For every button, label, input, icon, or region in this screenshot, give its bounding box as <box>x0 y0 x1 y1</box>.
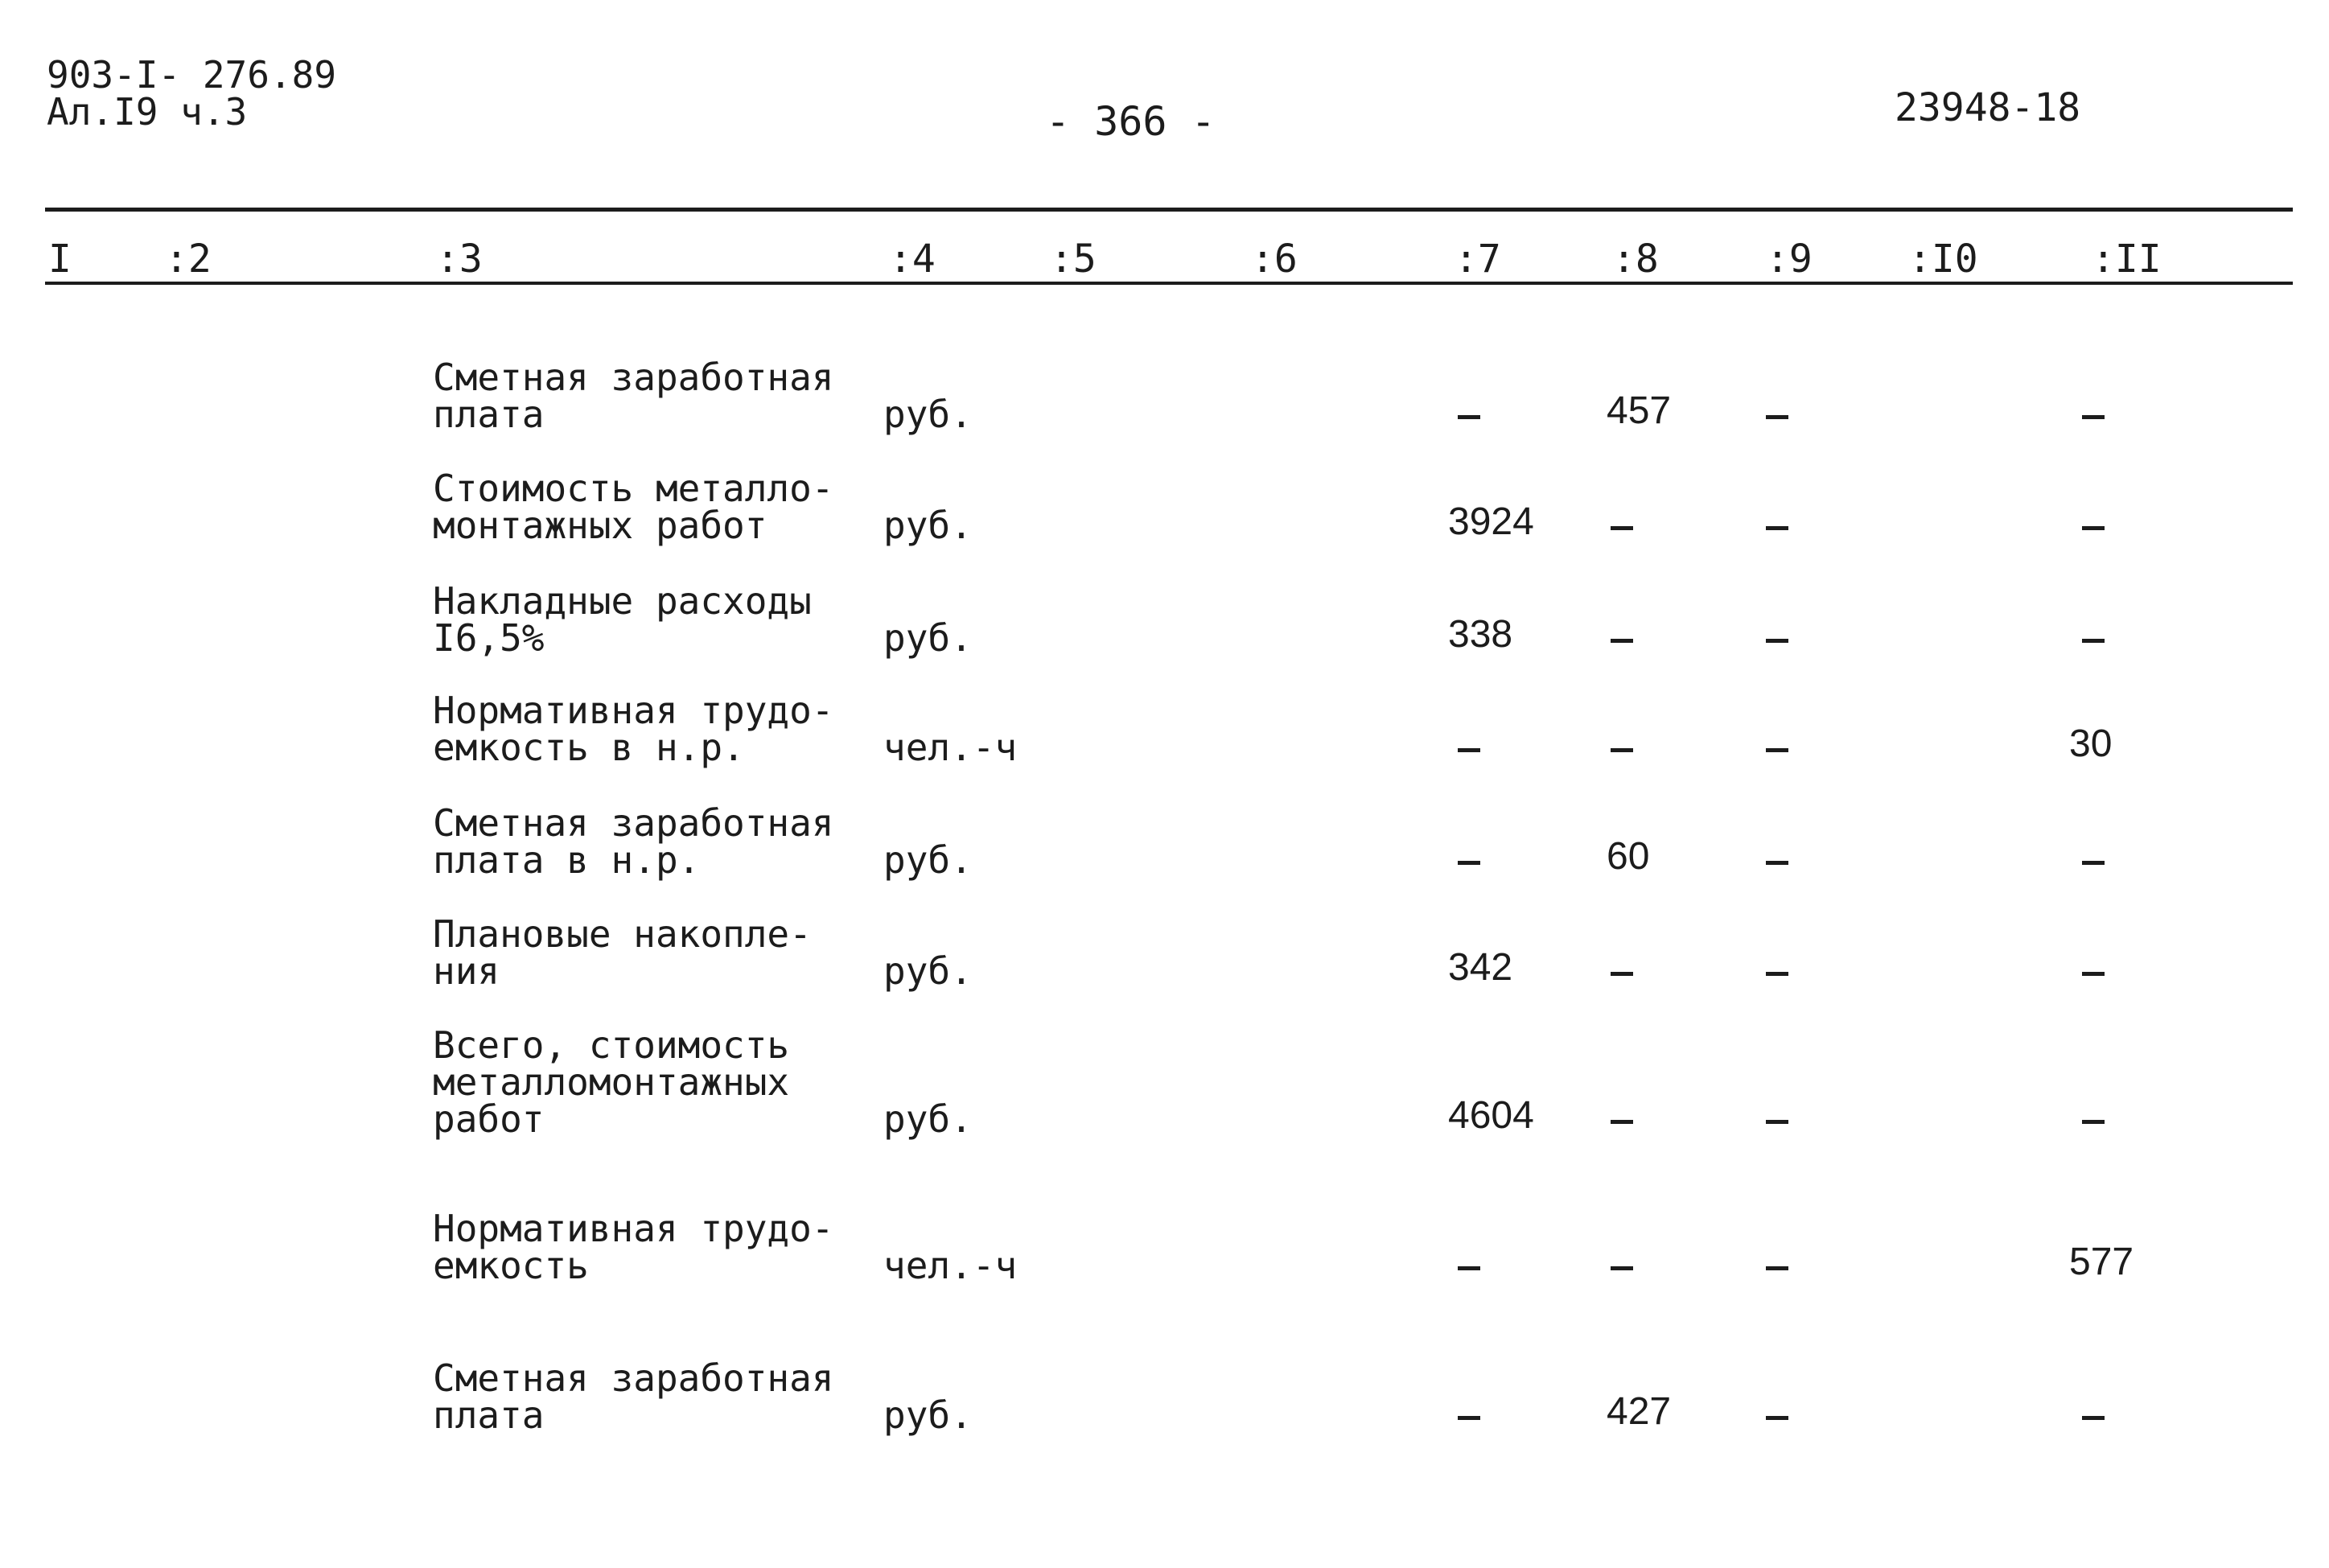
column-header: :8 <box>1612 237 1659 282</box>
column-header: :9 <box>1766 237 1813 282</box>
row-description-line: Накладные расходы <box>433 579 812 623</box>
row-description-line: металломонтажных <box>433 1060 790 1104</box>
dash-mark <box>2082 639 2105 643</box>
header-rule <box>45 282 2293 285</box>
dash-mark <box>1611 1266 1633 1270</box>
row-description-line: плата <box>433 1393 545 1437</box>
dash-mark <box>2082 861 2105 865</box>
dash-mark <box>1766 1266 1788 1270</box>
dash-mark <box>2082 972 2105 976</box>
cell-value-c7: 342 <box>1448 946 1513 989</box>
row-unit: руб. <box>883 949 973 993</box>
row-description-line: I6,5% <box>433 616 545 660</box>
dash-mark <box>1766 1416 1788 1420</box>
row-unit: руб. <box>883 393 973 436</box>
dash-mark <box>1458 1266 1480 1270</box>
column-header: :2 <box>165 237 212 282</box>
cell-value-c7: 4604 <box>1448 1094 1534 1137</box>
cell-value-c11: 577 <box>2069 1241 2134 1283</box>
inventory-number: 23948-18 <box>1895 85 2081 130</box>
cell-value-c7: 3924 <box>1448 500 1534 543</box>
row-unit: руб. <box>883 616 973 660</box>
row-unit: руб. <box>883 1393 973 1437</box>
document-code: 903-I- 276.89 <box>47 53 337 97</box>
top-rule <box>45 208 2293 212</box>
dash-mark <box>1766 861 1788 865</box>
cell-value-c11: 30 <box>2069 722 2113 765</box>
row-description-line: плата в н.р. <box>433 838 701 882</box>
dash-mark <box>2082 1416 2105 1420</box>
dash-mark <box>1611 639 1633 643</box>
dash-mark <box>1766 526 1788 530</box>
dash-mark <box>1458 748 1480 752</box>
row-description-line: Сметная заработная <box>433 356 834 399</box>
column-header: :5 <box>1050 237 1097 282</box>
dash-mark <box>1611 748 1633 752</box>
album-reference: Ал.I9 ч.3 <box>47 90 248 134</box>
row-description-line: монтажных работ <box>433 504 767 547</box>
dash-mark <box>1458 1416 1480 1420</box>
row-unit: руб. <box>883 1097 973 1141</box>
row-description-line: Всего, стоимость <box>433 1023 790 1067</box>
row-description-line: плата <box>433 393 545 436</box>
dash-mark <box>2082 1120 2105 1124</box>
row-unit: руб. <box>883 504 973 547</box>
row-description-line: емкость в н.р. <box>433 726 745 769</box>
cell-value-c8: 60 <box>1607 835 1650 878</box>
row-unit: чел.-ч <box>883 726 1018 769</box>
dash-mark <box>1458 415 1480 419</box>
row-description-line: Сметная заработная <box>433 1356 834 1400</box>
dash-mark <box>1611 1120 1633 1124</box>
column-header: :I0 <box>1908 237 1978 282</box>
dash-mark <box>1766 1120 1788 1124</box>
cell-value-c8: 457 <box>1607 389 1672 432</box>
row-description-line: ния <box>433 949 500 993</box>
cell-value-c7: 338 <box>1448 613 1513 656</box>
column-header: I <box>48 237 72 282</box>
column-header: :7 <box>1455 237 1501 282</box>
dash-mark <box>1766 415 1788 419</box>
column-header: :4 <box>889 237 936 282</box>
column-header: :II <box>2092 237 2162 282</box>
row-description-line: Нормативная трудо- <box>433 1207 834 1250</box>
row-description-line: работ <box>433 1097 545 1141</box>
dash-mark <box>1766 639 1788 643</box>
row-description-line: Сметная заработная <box>433 801 834 845</box>
row-unit: чел.-ч <box>883 1244 1018 1287</box>
row-description-line: Нормативная трудо- <box>433 689 834 732</box>
row-description-line: Стоимость металло- <box>433 467 834 510</box>
dash-mark <box>1611 526 1633 530</box>
row-unit: руб. <box>883 838 973 882</box>
cell-value-c8: 427 <box>1607 1390 1672 1433</box>
row-description-line: емкость <box>433 1244 589 1287</box>
dash-mark <box>1611 972 1633 976</box>
dash-mark <box>2082 526 2105 530</box>
column-header: :6 <box>1251 237 1298 282</box>
dash-mark <box>1766 972 1788 976</box>
dash-mark <box>1766 748 1788 752</box>
column-header: :3 <box>436 237 483 282</box>
page-number: - 366 - <box>1046 98 1216 145</box>
dash-mark <box>2082 415 2105 419</box>
dash-mark <box>1458 861 1480 865</box>
row-description-line: Плановые накопле- <box>433 912 812 956</box>
